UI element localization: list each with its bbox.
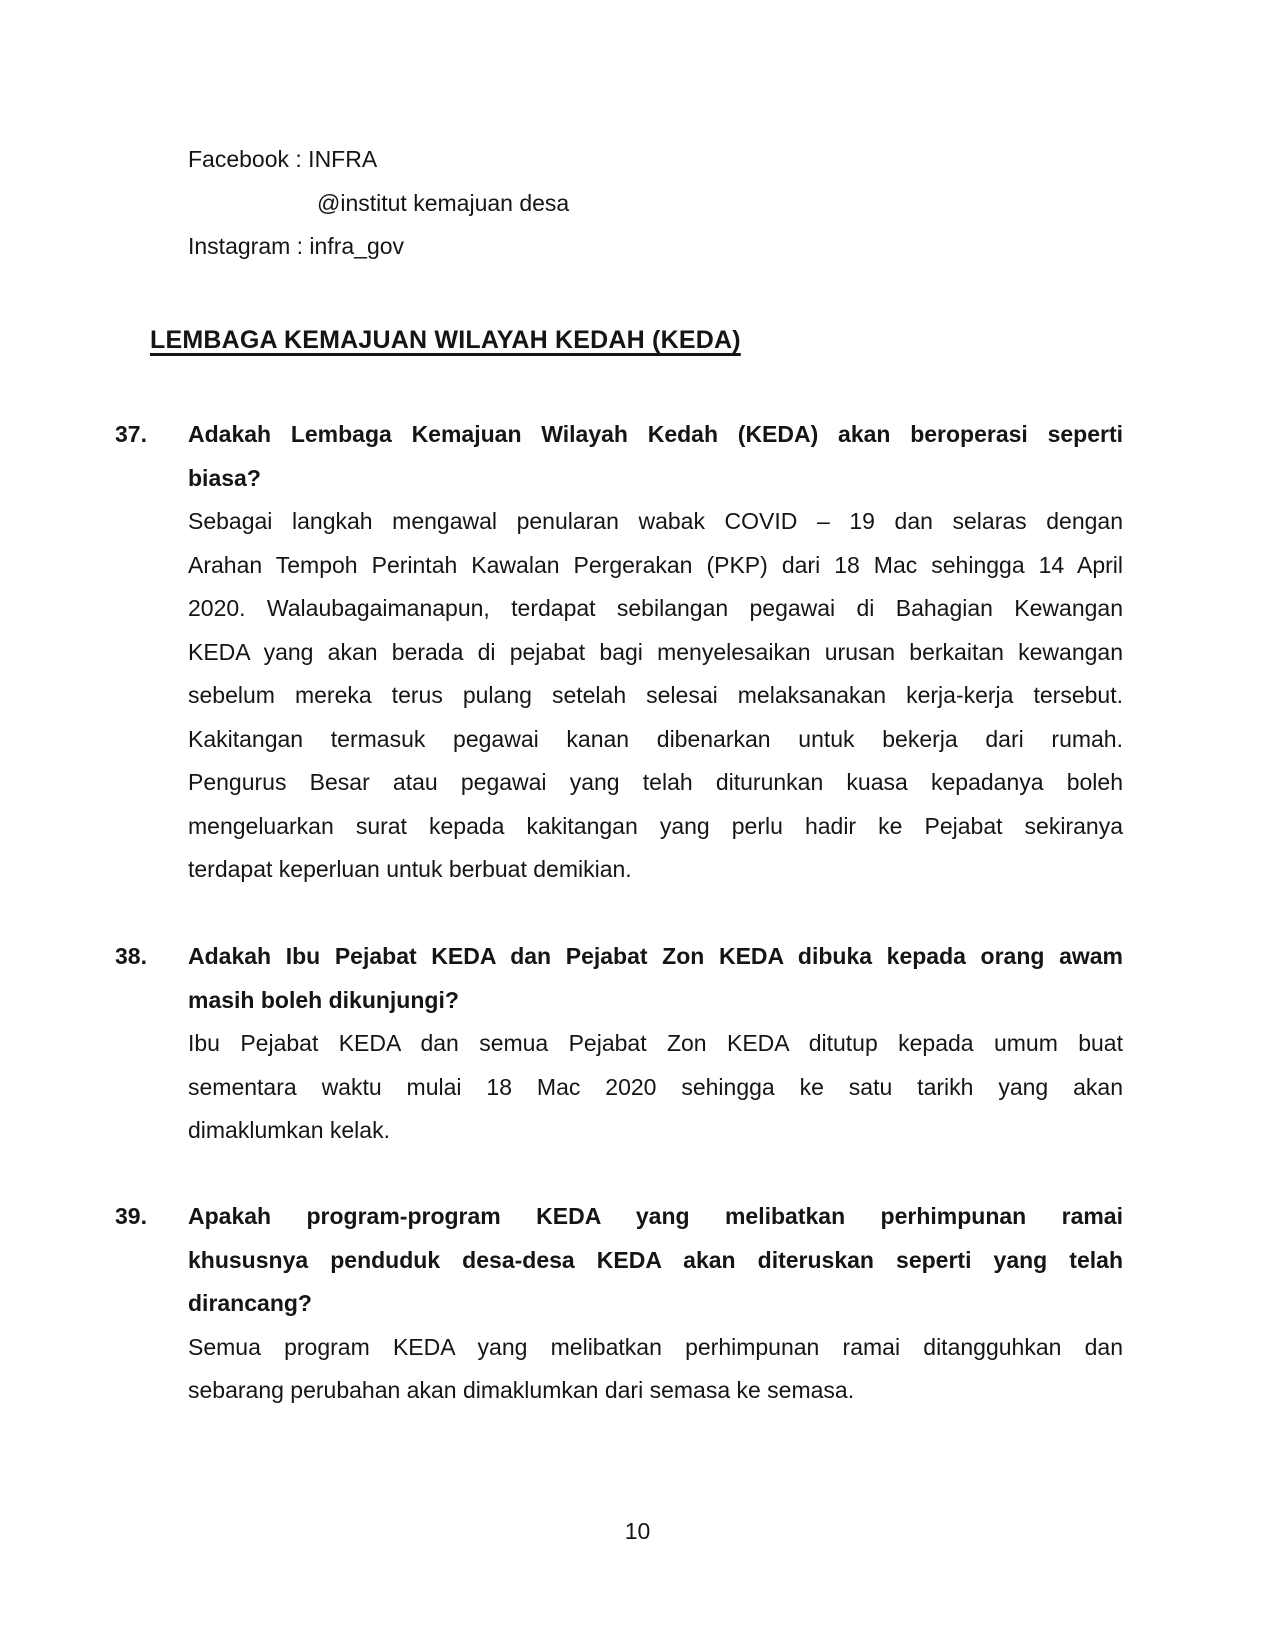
answer-line: Kakitangan termasuk pegawai kanan dibenarkan untuk bekerja dari rumah. (188, 725, 1123, 752)
page-number: 10 (624, 1518, 651, 1544)
answer-line: Ibu Pejabat KEDA dan semua Pejabat Zon KEDA ditutup kepada umum buat (188, 1030, 1123, 1056)
question-number: 39. (115, 1203, 147, 1229)
question-line: dirancang? (188, 1290, 312, 1316)
answer-line: sementara waktu mulai 18 Mac 2020 sehingga ke satu tarikh yang akan (188, 1073, 1123, 1100)
answer-line: Sebagai langkah mengawal penularan wabak COVID – 19 dan selaras dengan (188, 508, 1123, 534)
answer-line: sebarang perubahan akan dimaklumkan dari semasa ke semasa. (188, 1377, 855, 1403)
answer-line: dimaklumkan kelak. (188, 1117, 390, 1143)
question-line: biasa? (188, 464, 261, 491)
social-media-block (188, 138, 1128, 269)
answer-line: sebelum mereka terus pulang setelah selesai melaksanakan kerja-kerja tersebut. (188, 682, 1123, 708)
answer-line: Semua program KEDA yang melibatkan perhimpunan ramai ditangguhkan dan (188, 1333, 1123, 1360)
question-line: Adakah Lembaga Kemajuan Wilayah Kedah (KEDA) akan beroperasi seperti (188, 421, 1123, 447)
section-heading: LEMBAGA KEMAJUAN WILAYAH KEDAH (KEDA) (150, 326, 741, 354)
answer-line: terdapat keperluan untuk berbuat demikian. (188, 856, 632, 882)
facebook-line: Facebook : INFRA (188, 146, 378, 172)
instagram-line: Instagram : infra_gov (188, 233, 405, 259)
answer-line: mengeluarkan surat kepada kakitangan yang perlu hadir ke Pejabat sekiranya (188, 812, 1123, 839)
question-line: khususnya penduduk desa-desa KEDA akan diteruskan seperti yang telah (188, 1246, 1123, 1273)
question-number: 37. (115, 421, 147, 447)
question-line: Apakah program-program KEDA yang melibatkan perhimpunan ramai (188, 1203, 1123, 1229)
question-number: 38. (115, 943, 147, 969)
answer-line: 2020. Walaubagaimanapun, terdapat sebilangan pegawai di Bahagian Kewangan (188, 595, 1123, 621)
answer-line: KEDA yang akan berada di pejabat bagi menyelesaikan urusan berkaitan kewangan (188, 638, 1123, 665)
question-line: Adakah Ibu Pejabat KEDA dan Pejabat Zon KEDA dibuka kepada orang awam (188, 943, 1123, 969)
facebook-handle-line: @institut kemajuan desa (317, 189, 570, 216)
question-line: masih boleh dikunjungi? (188, 986, 459, 1013)
answer-line: Pengurus Besar atau pegawai yang telah diturunkan kuasa kepadanya boleh (188, 769, 1123, 795)
answer-line: Arahan Tempoh Perintah Kawalan Pergerakan (PKP) dari 18 Mac sehingga 14 April (188, 551, 1123, 578)
